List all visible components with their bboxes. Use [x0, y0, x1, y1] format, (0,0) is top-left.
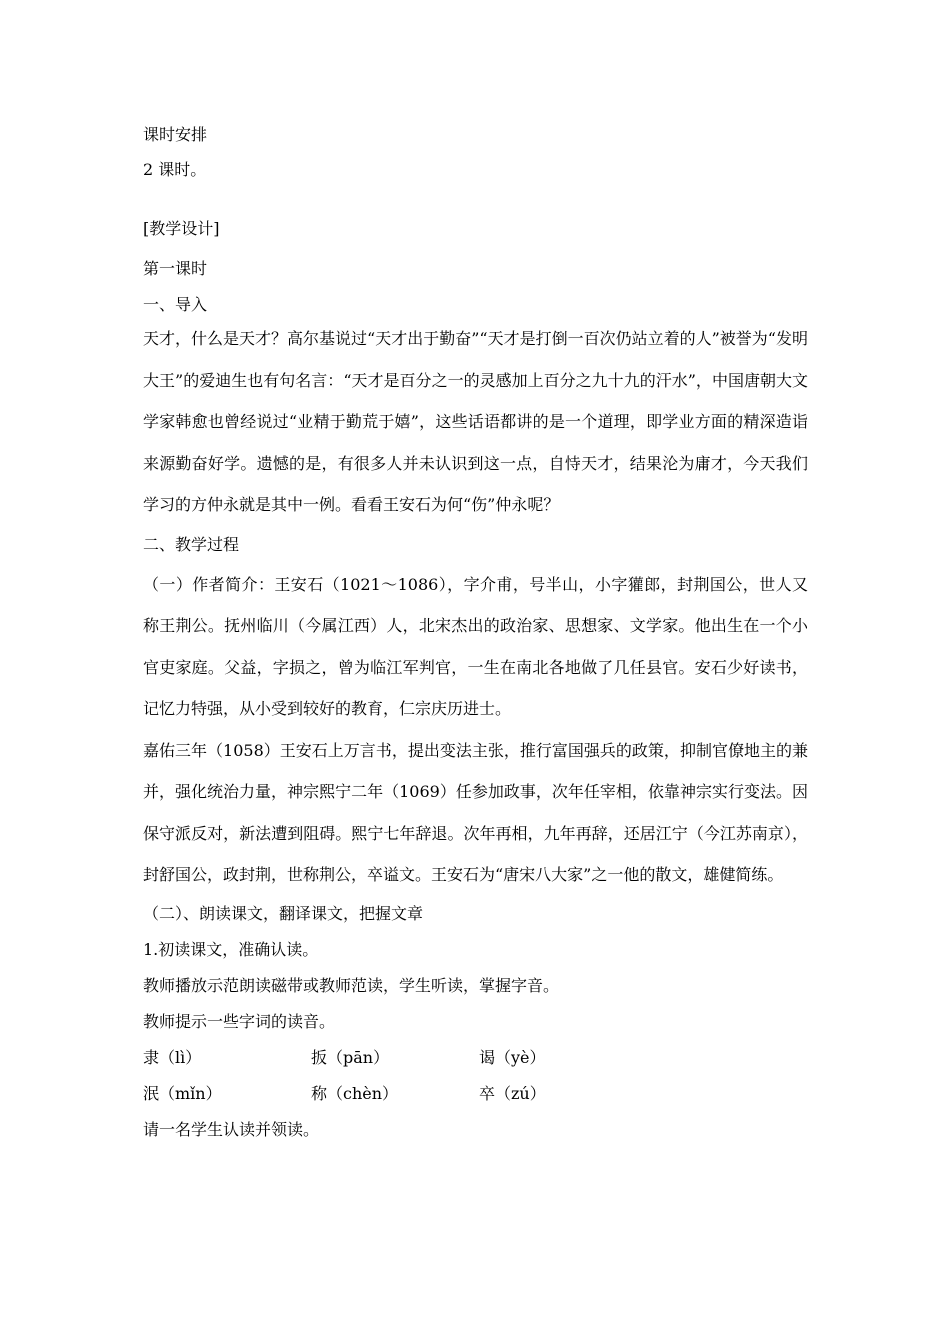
pinyin-item: 谒（yè）: [479, 1047, 546, 1067]
process-heading: 二、教学过程: [143, 534, 240, 554]
pinyin-item: 扳（pān）: [311, 1047, 390, 1067]
schedule-heading: 课时安排: [143, 125, 208, 144]
step-1: 1.初读课文，准确认读。: [143, 939, 319, 959]
closing-instruction: 请一名学生认读并领读。: [143, 1119, 320, 1139]
document-body: [143, 121, 808, 1148]
intro-paragraph: 天才，什么是天才？高尔基说过“天才出于勤奋”“天才是打倒一百次仍站立着的人”被誉为“发明大王”的爱迪生也有句名言：“天才是百分之一的灵感加上百分之九十九的汗水”，中国唐朝大文学家韩愈也曾经说过“业精于勤荒于嬉”，这些话语都讲的是一个道理，即学业方面的精深造诣来源勤奋好学。遗憾的是，有很多人并未认识到这一点，自恃天才，结果沦为庸才，今天我们学习的方仲永就是其中一例。看看王安石为何“伤”仲永呢？: [143, 329, 808, 514]
pinyin-intro: 教师提示一些字词的读音。: [143, 1011, 336, 1031]
pinyin-item: 称（chèn）: [311, 1083, 399, 1103]
pinyin-item: 隶（lì）: [143, 1047, 202, 1067]
spacer: [143, 184, 808, 215]
intro-heading: 一、导入: [143, 295, 208, 314]
design-heading: [教学设计]: [143, 219, 220, 238]
lesson-one-heading: 第一课时: [143, 259, 208, 278]
reading-heading: （二）、朗读课文，翻译课文，把握文章: [143, 903, 424, 923]
pinyin-row: [143, 1076, 808, 1112]
author-paragraph-2: 嘉佑三年（1058）王安石上万言书，提出变法主张，推行富国强兵的政策，抑制官僚地主的兼并，强化统治力量，神宗熙宁二年（1069）任参加政事，次年任宰相，依靠神宗实行变法。因保守派反对，新法遭到阻碍。熙宁七年辞退。次年再相，九年再辞，还居江宁（今江苏南京），封舒国公，政封荆，世称荆公，卒谥文。王安石为“唐宋八大家”之一他的散文，雄健简练。: [143, 740, 808, 884]
author-paragraph-1: （一）作者简介：王安石（1021～1086），字介甫，号半山，小字獾郎，封荆国公，世人又称王荆公。抚州临川（今属江西）人，北宋杰出的政治家、思想家、文学家。他出生在一个小官吏家庭。父益，字损之，曾为临江军判官，一生在南北各地做了几任县官。安石少好读书，记忆力特强，从小受到较好的教育，仁宗庆历进士。: [143, 574, 808, 718]
step-1-detail: 教师播放示范朗读磁带或教师范读，学生听读，掌握字音。: [143, 975, 560, 995]
pinyin-row: [143, 1040, 808, 1076]
pinyin-item: 泯（mǐn）: [143, 1083, 222, 1103]
pinyin-item: 卒（zú）: [479, 1083, 546, 1103]
schedule-value: 2 课时。: [143, 160, 207, 179]
